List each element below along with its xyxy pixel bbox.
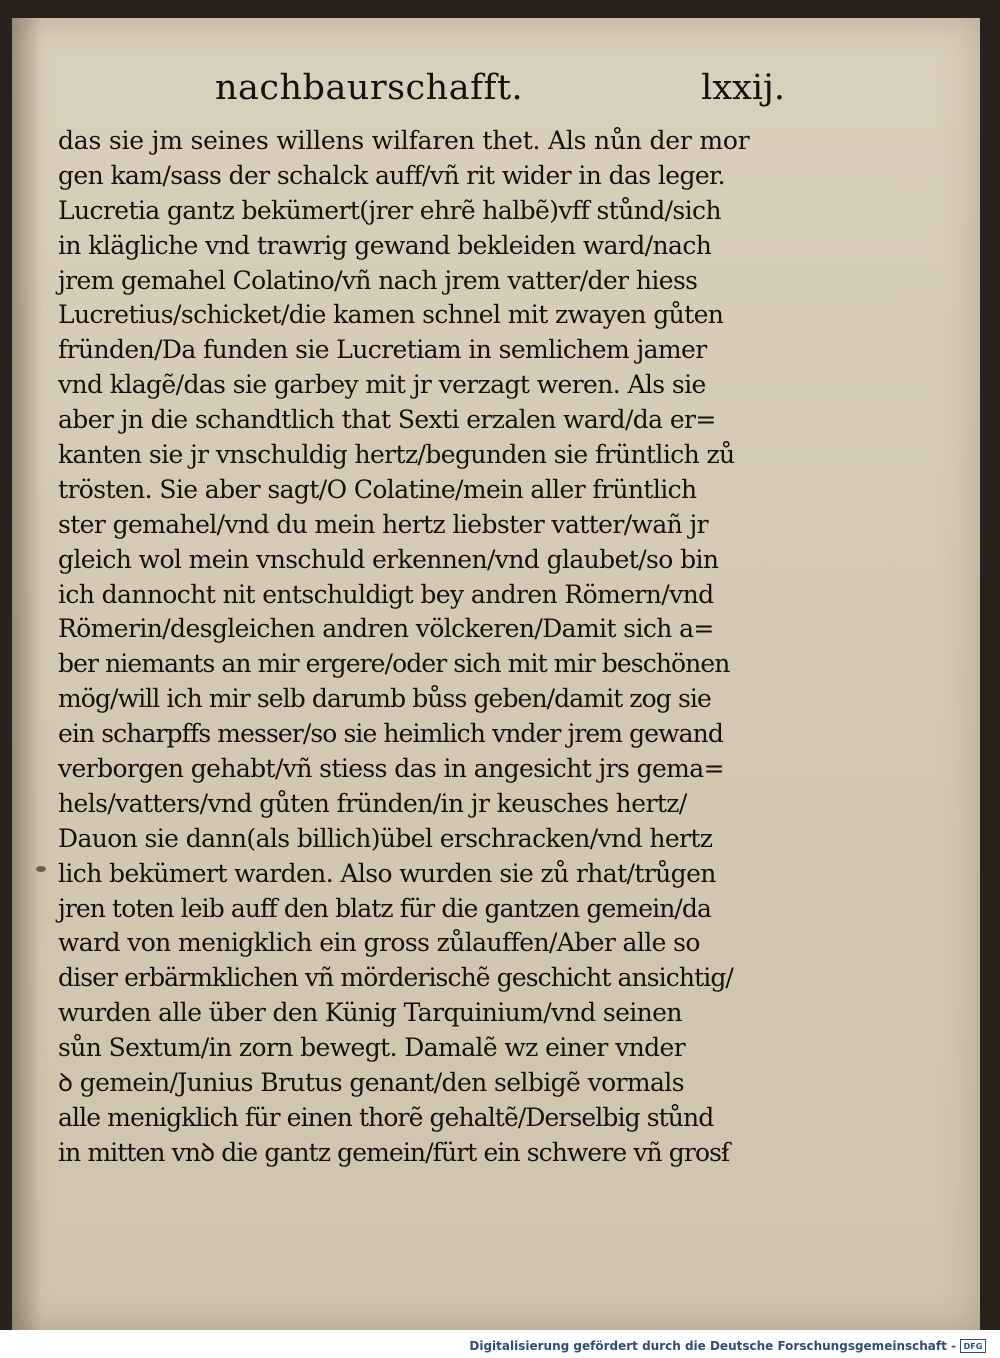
text-line: ꝺ gemein/Junius Brutus genant/den selbigẽ vormals [58, 1068, 684, 1098]
text-line: sůn Sextum/in zorn bewegt. Damalẽ wz einer vnder [58, 1033, 686, 1063]
dfg-logo: DFG [960, 1339, 986, 1353]
text-line: Römerin/desgleichen andren völckeren/Damit sich a= [58, 614, 714, 644]
text-line: ein scharpffs messer/so sie heimlich vnder jrem gewand [58, 719, 723, 749]
page-gutter-shadow [12, 18, 42, 1330]
text-line: lich bekümert warden. Also wurden sie zů rhat/trůgen [58, 858, 716, 888]
text-line: gen kam/sass der schalck auff/vñ rit wider in das leger. [58, 160, 725, 190]
text-line: mög/will ich mir selb darumb bůss geben/damit zog sie [58, 684, 711, 714]
text-line: jren toten leib auff den blatz für die gantzen gemein/da [58, 893, 712, 923]
text-line: Lucretius/schicket/die kamen schnel mit zwayen gůten [58, 300, 724, 330]
text-line: ster gemahel/vnd du mein hertz liebster vatter/wañ jr [58, 509, 708, 539]
text-line: Lucretia gantz bekümert(jrer ehrẽ halbẽ)vff stůnd/sich [58, 195, 721, 225]
text-line: aber jn die schandtlich that Sexti erzalen ward/da er= [58, 405, 716, 435]
text-line: in mitten vnꝺ die gantz gemein/fürt ein schwere vñ grosẜ [58, 1137, 730, 1167]
text-line: das sie jm seines willens wilfaren thet. Als nůn der mor [58, 126, 750, 155]
text-line: ich dannocht nit entschuldigt bey andren Römern/vnd [58, 579, 714, 609]
text-line: gleich wol mein vnschuld erkennen/vnd glaubet/so bin [58, 544, 719, 574]
text-line: trösten. Sie aber sagt/O Colatine/mein aller früntlich [58, 474, 697, 504]
running-head [195, 62, 795, 122]
text-line: hels/vatters/vnd gůten fründen/in jr keusches hertz/ [58, 788, 687, 818]
text-line: Dauon sie dann(als billich)übel erschracken/vnd hertz [58, 823, 713, 853]
running-title: nachbaurschafft. [215, 68, 524, 108]
text-line: ward von menigklich ein gross zůlauffen/Aber alle so [58, 928, 700, 958]
text-line: alle menigklich für einen thorẽ gehaltẽ/Derselbig stůnd [58, 1102, 714, 1132]
text-line: ber niemants an mir ergere/oder sich mit mir beschönen [58, 649, 730, 679]
margin-ink-mark [36, 866, 46, 872]
text-line: diser erbärmklichen vñ mörderischẽ geschicht ansichtig/ [58, 963, 733, 993]
text-line: wurden alle über den Künig Tarquinium/vnd seinen [58, 998, 682, 1028]
text-line: verborgen gehabt/vñ stiess das in angesicht jrs gema= [58, 754, 724, 784]
text-line: fründen/Da funden sie Lucretiam in semlichem jamer [58, 335, 707, 365]
text-line: jrem gemahel Colatino/vñ nach jrem vatter/der hiess [58, 265, 698, 295]
text-line: in klägliche vnd trawrig gewand bekleiden ward/nach [58, 230, 712, 260]
body-text [58, 124, 788, 1171]
funding-credit: Digitalisierung gefördert durch die Deutsche Forschungsgemeinschaft - [469, 1339, 956, 1353]
text-line: vnd klagẽ/das sie garbey mit jr verzagt weren. Als sie [58, 370, 706, 400]
folio-number: lxxij. [701, 68, 785, 108]
text-line: kanten sie jr vnschuldig hertz/begunden sie früntlich zů [58, 440, 735, 470]
